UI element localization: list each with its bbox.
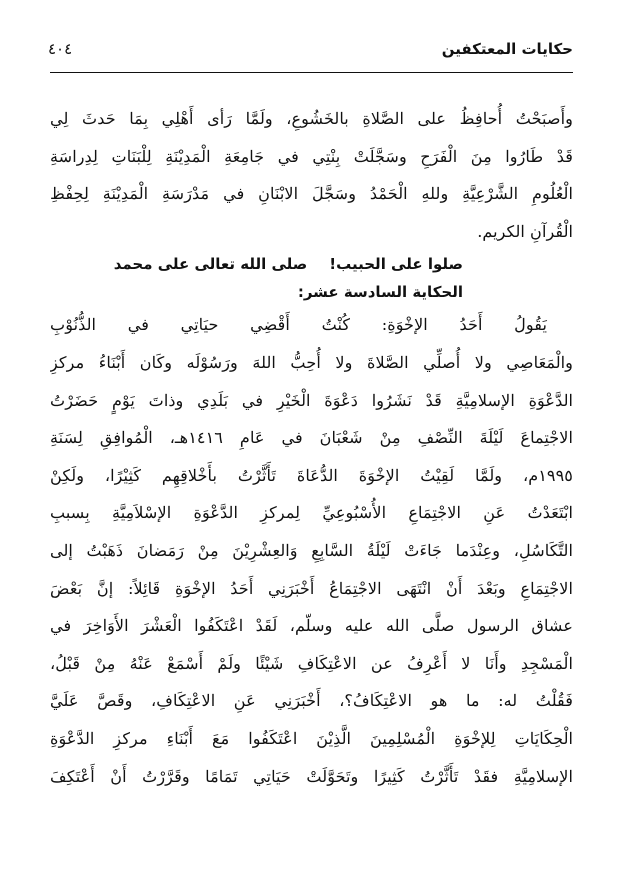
text-line: الْمَسْجِدِ وأَنَا لا أَعْرِفُ عن الاعْتِكَافِ شَيْئًا ولَمْ أَسْمَعْ عَنْهُ مِنْ قَبْلُ،: [50, 653, 573, 673]
paragraph-2: [50, 306, 573, 795]
text-line: الْقُرآنِ الكريم.: [477, 221, 573, 241]
text-line: فَقُلْتُ له: ما هو الاعْتِكَافُ؟، أَخْبَرَنِي عَنِ الاعْتِكَافِ، وقَصَّ عَلَيَّ: [50, 691, 573, 711]
text-line: الْعُلُومِ الشَّرْعِيَّةِ وللهِ الْحَمْدُ وسَجَّلَ الابْنَانِ في مَدْرَسَةِ الْمَدِيْنَةِ لِحِفْظِ: [50, 184, 573, 204]
text-line: عشاق الرسول صلَّى الله عليه وسلّم، لَقَدْ اعْتَكَفُوا الْعَشْرَ الأَوَاخِرَ في: [50, 616, 573, 636]
page-number: ٤٠٤: [48, 40, 73, 58]
text-line: الاجْتِماعَ لَيْلَةَ النِّصْفِ مِنْ شَعْبَانَ في عَامِ ١٤١٦هـ، الْمُوافِقِ لِسَنَةِ: [50, 428, 573, 448]
text-line: قَدْ طَارُوا مِنَ الْفَرَحِ وسَجَّلَتْ بِنْتِي في جَامِعَةِ الْمَدِيْنَةِ لِلْبَنَاتِ لِدِراسَةِ: [50, 146, 573, 166]
page-body: [50, 100, 573, 795]
page-header: [48, 30, 573, 68]
text-line: التَّكَاسُلِ، وعِنْدَما جَاءَتْ لَيْلَةُ السَّابِعِ وَالعِشْرِيْنَ مِنْ رَمَضانَ ذَهَبْتُ إلى: [50, 540, 573, 560]
text-line: وأَصبَحْتُ أُحافِظُ على الصَّلاةِ بالخَشُوعِ، ولَمَّا رَأى أَهْلِي بِمَا حَدثَ لِي: [50, 109, 573, 128]
paragraph-1: [50, 100, 573, 250]
text-line: الْحِكَايَاتِ لِلإخْوَةِ الْمُسْلِمِينَ الَّذِيْنَ اعْتَكَفُوا مَعَ أَبْنَاءِ مركزِ الدَّعْوَةِ: [50, 728, 573, 748]
text-line: الاجْتِمَاعِ وبَعْدَ أَنْ انْتَهَى الاجْتِمَاعُ أَخْبَرَنِي أَحَدُ الإخْوَةِ قَائِلاً: إنَّ بَعْضَ: [50, 578, 573, 598]
salutation-part-2: صلى الله تعالى على محمد: [113, 255, 308, 274]
text-line: ابْتَعَدْتُ عَنِ الاجْتِمَاعِ الأُسْبُوعِيِّ لِمركزِ الدَّعْوَةِ الإسْلاَمِيَّةِ بِسببِ: [50, 503, 573, 523]
text-line: ١٩٩٥م، ولَمَّا لَقِيْتُ الإخْوَةَ الدُّعَاةَ تَأَثَّرْتُ بأَخْلاقِهِم كَثِيْرًا، ولَكِنْ: [50, 465, 573, 485]
salutation-line: [50, 250, 573, 278]
header-rule: [50, 72, 573, 73]
text-line: والْمَعَاصِي ولا أُصلِّي الصَّلاةَ ولا أُحِبُّ اللهَ ورَسُوْلَه وكَان أَبْنَاءُ مركزِ: [50, 352, 573, 372]
text-line: الدَّعْوَةِ الإسلامِيَّةِ قَدْ نَشَرُوا دَعْوَةَ الْخَيْرِ في بَلَدِي وذاتَ يَوْمٍ حَضَرْتُ: [50, 390, 573, 410]
text-line: الإسلامِيَّةِ فقَدْ تَأَثَّرْتُ كَثِيرًا وتَحَوَّلَتْ حَيَاتِي تَمَامًا وقَرَّرْتُ أَنْ أَعْتَكِفَ: [50, 766, 573, 786]
text-line: يَقُولُ أَحَدُ الإخْوَةِ: كُنْتُ أَقْضِي حيَاتِي في الذُّنُوْبِ: [50, 315, 547, 335]
salutation-part-1: صلوا على الحبيب!: [329, 255, 463, 274]
story-title: الحكاية السادسة عشر:: [297, 283, 463, 302]
book-title: حكايات المعتكفين: [441, 40, 573, 58]
